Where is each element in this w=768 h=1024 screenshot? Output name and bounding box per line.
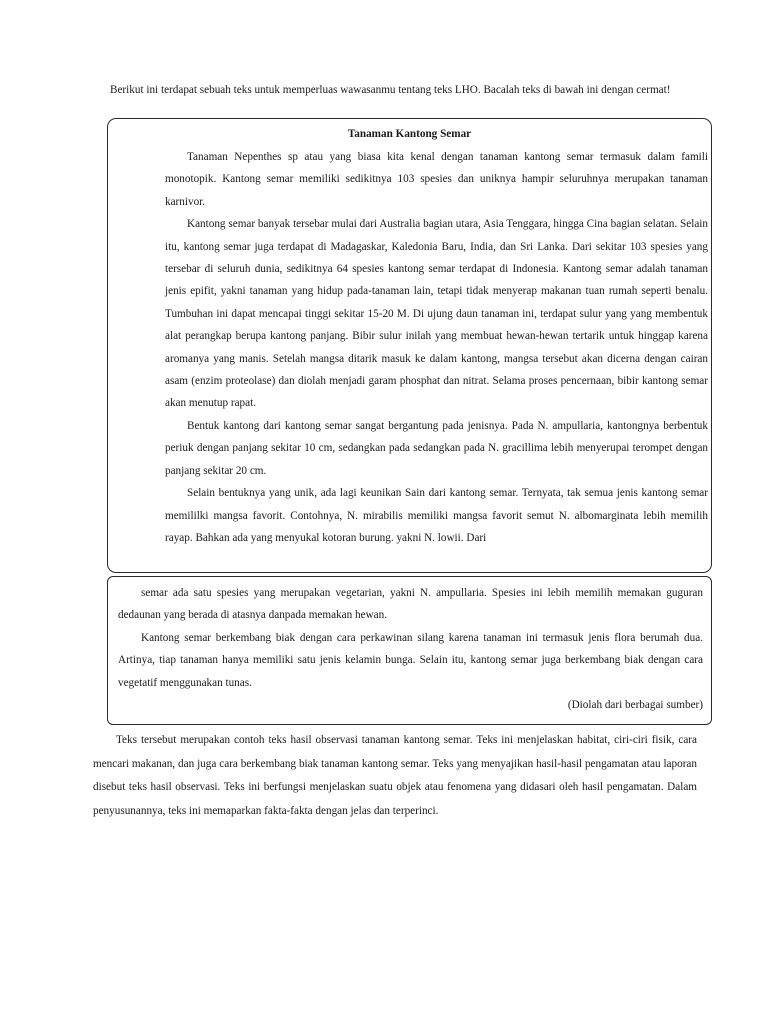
article-continuation-box <box>107 576 712 725</box>
article-paragraph-4: Selain bentuknya yang unik, ada lagi keunikan Sain dari kantong semar. Ternyata, tak semua jenis kantong semar memililki mangsa favorit. Contohnya, N. mirabilis memiliki mangsa favorit semut N. albomarginata lebih memilih rayap. Bahkan ada yang menyukal kotoran burung. yakni N. lowii. Dari <box>165 487 708 544</box>
article-continuation-paragraph-1: semar ada satu spesies yang merupakan vegetarian, yakni N. ampullaria. Spesies ini lebih memilih memakan guguran dedaunan yang berada di atasnya danpada memakan hewan. <box>118 587 703 622</box>
article-title: Tanaman Kantong Semar <box>347 128 472 140</box>
intro-paragraph: Berikut ini terdapat sebuah teks untuk memperluas wawasanmu tentang teks LHO. Bacalah teks di bawah ini dengan cermat! <box>110 84 671 97</box>
article-box <box>107 118 712 573</box>
article-continuation-paragraph-2: Kantong semar berkembang biak dengan cara perkawinan silang karena tanaman ini termasuk jenis flora berumah dua. Artinya, tiap tanaman hanya memiliki satu jenis kelamin bunga. Selain itu, kantong semar juga berkembang biak dengan cara vegetatif menggunakan tunas. <box>118 631 703 689</box>
article-paragraph-1: Tanaman Nepenthes sp atau yang biasa kita kenal dengan tanaman kantong semar termasuk dalam famili monotopik. Kantong semar memiliki sedikitnya 103 spesies dan uniknya hampir seluruhnya merupakan tanaman karnivor. <box>165 151 708 208</box>
article-body <box>165 146 708 549</box>
article-continuation-body <box>118 582 703 716</box>
outro-paragraph: Teks tersebut merupakan contoh teks hasil observasi tanaman kantong semar. Teks ini menjelaskan habitat, ciri-ciri fisik, cara mencari makanan, dan juga cara berkembang biak tanaman kantong semar. Teks yang menyajikan hasil-hasil pengamatan atau laporan disebut teks hasil observasi. Teks ini berfungsi menjelaskan suatu objek atau fenomena yang didasari oleh hasil pengamatan. Dalam penyusunannya, teks ini memaparkan fakta-fakta dengan jelas dan terperinci. <box>93 734 697 817</box>
article-source: (Diolah dari berbagai sumber) <box>567 699 703 712</box>
article-paragraph-2: Kantong semar banyak tersebar mulai dari Australia bagian utara, Asia Tenggara, hingga Cina bagian selatan. Selain itu, kantong semar juga terdapat di Madagaskar, Kaledonia Baru, India, dan Sri Lanka. Dari sekitar 103 spesies yang tersebar di seluruh dunia, sedikitnya 64 spesies kantong semar terdapat di Indonesia. Kantong semar adalah tanaman jenis epifit, yakni tanaman yang hidup pada-tanaman lain, tetapi tidak menyerap makanan tuan rumah seperti benalu. Tumbuhan ini dapat mencapai tinggi sekitar 15-20 M. Di ujung daun tanaman ini, terdapat sulur yang yang membentuk alat perangkap berupa kantong panjang. Bibir sulur inilah yang membuat hewan-hewan tertarik untuk hinggap karena aromanya yang manis. Setelah mangsa ditarik masuk ke dalam kantong, mangsa tersebut akan dicerna dengan cairan asam (enzim proteolase) dan diolah menjadi garam phosphat dan nitrat. Selama proses pencernaan, bibir kantong semar akan menutup rapat. <box>165 218 708 410</box>
article-paragraph-3: Bentuk kantong dari kantong semar sangat bergantung pada jenisnya. Pada N. ampullaria, kantongnya berbentuk periuk dengan panjang sekitar 10 cm, sedangkan pada sedangkan pada N. gracillima lebih menyerupai terompet dengan panjang sekitar 20 cm. <box>165 419 708 477</box>
